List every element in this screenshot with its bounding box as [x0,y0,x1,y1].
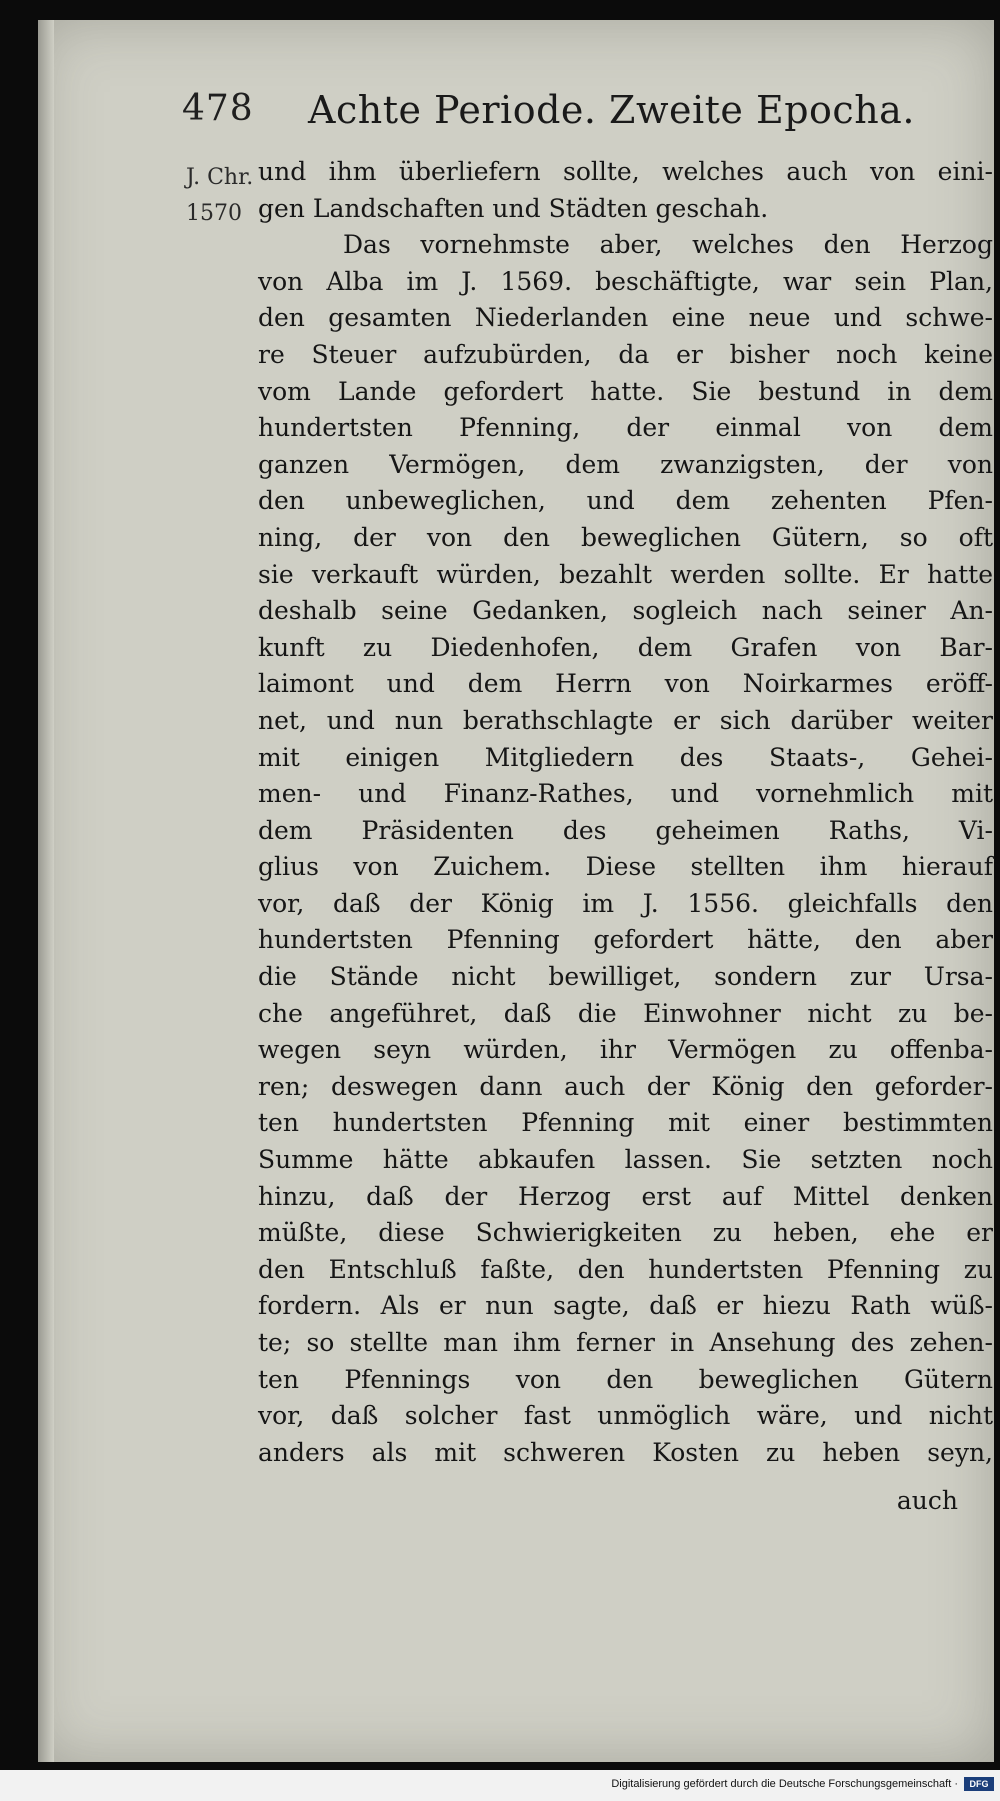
text-line: laimont und dem Herrn von Noirkarmes eröff- [258,669,993,699]
text-line: fordern. Als er nun sagte, daß er hiezu Rath wüß- [258,1291,993,1321]
text-line: mit einigen Mitgliedern des Staats-, Gehei- [258,742,993,772]
text-line: den unbeweglichen, und dem zehenten Pfen- [258,486,993,516]
text-line: glius von Zuichem. Diese stellten ihm hierauf [258,852,993,882]
text-line: Das vornehmste aber, welches den Herzog [343,230,993,260]
text-line: ten hundertsten Pfenning mit einer bestimmten [258,1108,993,1138]
text-line: anders als mit schweren Kosten zu heben seyn, [258,1437,993,1467]
running-head: Achte Periode. Zweite Epocha. [308,88,915,132]
book-page [38,20,994,1762]
text-line: gen Landschaften und Städten geschah. [258,193,769,223]
text-line: dem Präsidenten des geheimen Raths, Vi- [258,815,993,845]
text-line: und ihm überliefern sollte, welches auch von eini- [258,157,993,186]
text-line: ning, der von den beweglichen Gütern, so oft [258,522,993,552]
text-line: ren; deswegen dann auch der König den geforder- [258,1071,993,1101]
dfg-logo: DFG [964,1777,994,1791]
text-line: deshalb seine Gedanken, sogleich nach seiner An- [258,596,993,626]
text-line: wegen seyn würden, ihr Vermögen zu offenba- [258,1035,993,1065]
page-spine-shadow [38,20,54,1762]
catchword: auch [896,1486,958,1515]
text-line: net, und nun berathschlagte er sich darüber weiter [258,705,993,735]
page-header [38,88,994,148]
text-line: ganzen Vermögen, dem zwanzigsten, der von [258,449,993,479]
text-line: ten Pfennings von den beweglichen Gütern [258,1364,993,1394]
text-line: vor, daß der König im J. 1556. gleichfalls den [258,888,993,918]
funding-credit: Digitalisierung gefördert durch die Deutsche Forschungsgemeinschaft · [611,1778,958,1790]
text-line: che angeführet, daß die Einwohner nicht zu be- [258,998,993,1028]
text-line: hundertsten Pfenning gefordert hätte, den aber [258,925,993,955]
text-line: den gesamten Niederlanden eine neue und schwe- [258,303,993,333]
text-line: müßte, diese Schwierigkeiten zu heben, ehe er [258,1218,993,1248]
text-line: Summe hätte abkaufen lassen. Sie setzten noch [258,1145,993,1175]
margin-note-year: 1570 [186,201,242,226]
text-line: sie verkauft würden, bezahlt werden sollte. Er hatte [258,559,993,589]
text-line: te; so stellte man ihm ferner in Ansehung des zehen- [258,1328,993,1357]
text-line: vom Lande gefordert hatte. Sie bestund in dem [258,376,993,406]
text-line: die Stände nicht bewilliget, sondern zur Ursa- [258,962,993,992]
text-line: kunft zu Diedenhofen, dem Grafen von Bar- [258,632,993,662]
text-line: men- und Finanz-Rathes, und vornehmlich mit [258,779,993,809]
text-line: hundertsten Pfenning, der einmal von dem [258,413,993,443]
margin-note-era: J. Chr. [186,165,254,190]
body-text [258,154,993,1471]
page-number: 478 [182,88,254,129]
text-line: re Steuer aufzubürden, da er bisher noch keine [258,339,993,369]
digitization-footer [0,1770,1000,1801]
text-line: den Entschluß faßte, den hundertsten Pfenning zu [258,1254,993,1284]
text-line: von Alba im J. 1569. beschäftigte, war sein Plan, [258,266,993,296]
text-line: hinzu, daß der Herzog erst auf Mittel denken [258,1181,993,1211]
text-line: vor, daß solcher fast unmöglich wäre, und nicht [258,1401,993,1431]
